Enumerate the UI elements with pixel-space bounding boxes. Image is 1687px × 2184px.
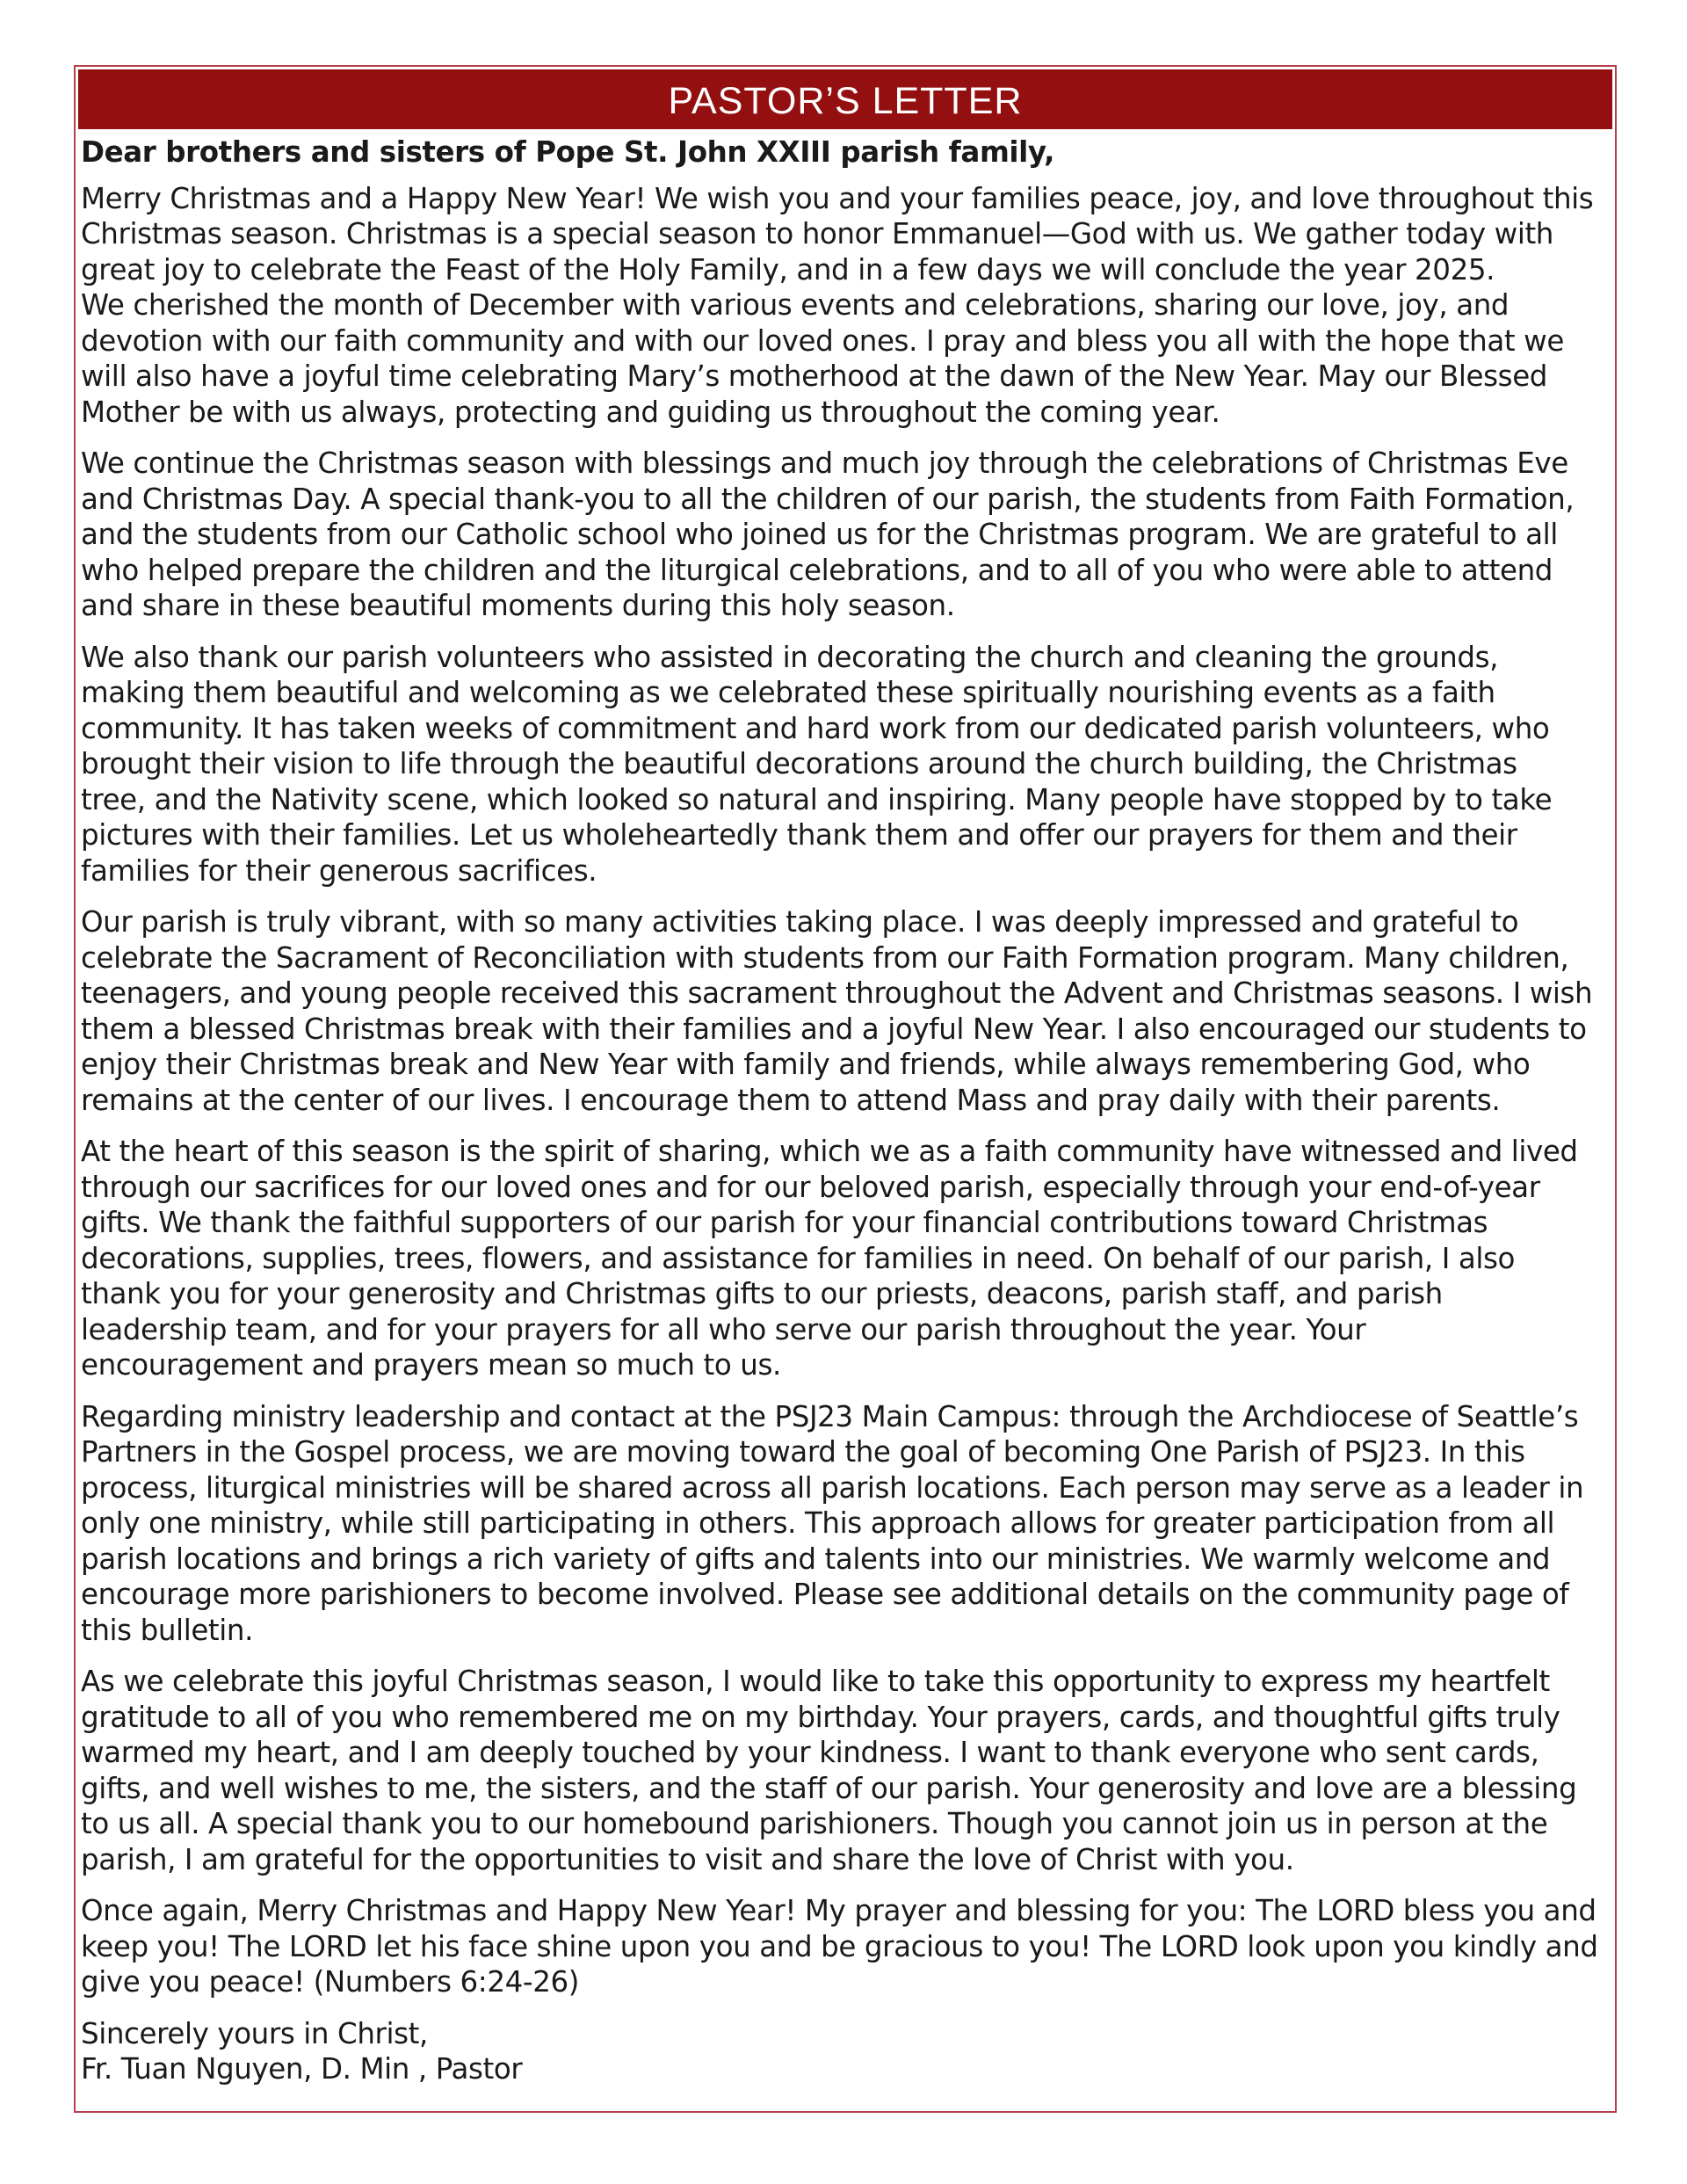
paragraph-line: them a blessed Christmas break with their families and a joyful New Year. I also encouraged our students to bbox=[81, 1012, 1587, 1046]
paragraph-line: pictures with their families. Let us wholeheartedly thank them and offer our prayers for them and their bbox=[81, 818, 1517, 852]
paragraph-5 bbox=[81, 1134, 1610, 1383]
closing-text: Sincerely yours in Christ, bbox=[81, 2016, 428, 2050]
paragraph-line: tree, and the Nativity scene, which looked so natural and inspiring. Many people have stopped by to take bbox=[81, 782, 1553, 816]
paragraph-line: We continue the Christmas season with blessings and much joy through the celebrations of Christmas Eve bbox=[81, 446, 1568, 480]
paragraph-line: remains at the center of our lives. I encourage them to attend Mass and pray daily with their parents. bbox=[81, 1083, 1501, 1117]
paragraph-line: and share in these beautiful moments during this holy season. bbox=[81, 589, 955, 622]
paragraph-line: community. It has taken weeks of commitment and hard work from our dedicated parish volunteers, who bbox=[81, 711, 1550, 745]
paragraph-line: only one ministry, while still participating in others. This approach allows for greater participation from all bbox=[81, 1506, 1555, 1540]
paragraph-line: encouragement and prayers mean so much to us. bbox=[81, 1348, 781, 1382]
paragraph-line: families for their generous sacrifices. bbox=[81, 853, 597, 888]
letter-closing bbox=[81, 2016, 1610, 2087]
paragraph-line: leadership team, and for your prayers for all who serve our parish throughout the year. Your bbox=[81, 1312, 1366, 1346]
paragraph-line: warmed my heart, and I am deeply touched by your kindness. I want to thank everyone who sent cards, bbox=[81, 1736, 1539, 1769]
paragraph-line: Partners in the Gospel process, we are moving toward the goal of becoming One Parish of PSJ23. In this bbox=[81, 1435, 1525, 1469]
paragraph-line: thank you for your generosity and Christmas gifts to our priests, deacons, parish staff, and parish bbox=[81, 1277, 1443, 1310]
paragraph-line: At the heart of this season is the spirit of sharing, which we as a faith community have witnessed and lived bbox=[81, 1135, 1578, 1168]
paragraph-2 bbox=[81, 446, 1610, 624]
paragraph-line: Once again, Merry Christmas and Happy New Year! My prayer and blessing for you: The LORD bless you and bbox=[81, 1894, 1596, 1927]
paragraph-line: making them beautiful and welcoming as we celebrated these spiritually nourishing events as a faith bbox=[81, 676, 1495, 709]
paragraph-line: encourage more parishioners to become involved. Please see additional details on the community page of bbox=[81, 1578, 1569, 1611]
letter-body bbox=[81, 134, 1610, 2087]
paragraph-line: this bulletin. bbox=[81, 1613, 254, 1647]
paragraph-line: teenagers, and young people received this sacrament throughout the Advent and Christmas seasons. I wish bbox=[81, 976, 1593, 1010]
paragraph-line: who helped prepare the children and the liturgical celebrations, and to all of you who were able to attend bbox=[81, 553, 1553, 587]
paragraph-3 bbox=[81, 640, 1610, 889]
paragraph-line: We also thank our parish volunteers who assisted in decorating the church and cleaning the grounds, bbox=[81, 640, 1499, 674]
letter-frame bbox=[74, 65, 1617, 2113]
paragraph-line: gifts, and well wishes to me, the sisters, and the staff of our parish. Your generosity and love are a blessing bbox=[81, 1771, 1577, 1805]
paragraph-line: Christmas season. Christmas is a special season to honor Emmanuel—God with us. We gather today with bbox=[81, 217, 1553, 250]
paragraph-line: keep you! The LORD let his face shine upon you and be gracious to you! The LORD look upon you kindly and bbox=[81, 1929, 1598, 1963]
signature-text: Fr. Tuan Nguyen, D. Min , Pastor bbox=[81, 2052, 523, 2086]
paragraph-line: We cherished the month of December with various events and celebrations, sharing our love, joy, and bbox=[81, 288, 1510, 322]
paragraph-line: will also have a joyful time celebrating Mary’s motherhood at the dawn of the New Year. May our Blessed bbox=[81, 359, 1548, 393]
paragraph-line: Mother be with us always, protecting and guiding us throughout the coming year. bbox=[81, 395, 1220, 429]
paragraph-line: and Christmas Day. A special thank-you to all the children of our parish, the students from Faith Formation, bbox=[81, 482, 1575, 516]
header-banner bbox=[78, 69, 1612, 129]
paragraph-line: gifts. We thank the faithful supporters of our parish for your financial contributions toward Christmas bbox=[81, 1206, 1488, 1239]
paragraph-line: devotion with our faith community and with our loved ones. I pray and bless you all with the hope that we bbox=[81, 323, 1564, 358]
paragraph-line: through our sacrifices for our loved ones and for our beloved parish, especially through your end-of-year bbox=[81, 1170, 1540, 1204]
paragraph-line: to us all. A special thank you to our homebound parishioners. Though you cannot join us in person at the bbox=[81, 1807, 1548, 1840]
paragraph-line: celebrate the Sacrament of Reconciliation with students from our Faith Formation program. Many children, bbox=[81, 940, 1569, 975]
paragraph-7 bbox=[81, 1664, 1610, 1877]
paragraph-8 bbox=[81, 1893, 1610, 2000]
paragraph-line: brought their vision to life through the beautiful decorations around the church building, the Christmas bbox=[81, 747, 1517, 780]
paragraph-line: and the students from our Catholic school who joined us for the Christmas program. We are grateful to all bbox=[81, 518, 1558, 551]
paragraph-line: Regarding ministry leadership and contact at the PSJ23 Main Campus: through the Archdiocese of Seattle’s bbox=[81, 1399, 1579, 1433]
paragraph-line: enjoy their Christmas break and New Year with family and friends, while always remembering God, who bbox=[81, 1048, 1531, 1081]
paragraph-line: give you peace! (Numbers 6:24-26) bbox=[81, 1965, 580, 1999]
paragraph-line: great joy to celebrate the Feast of the Holy Family, and in a few days we will conclude the year 2025. bbox=[81, 252, 1495, 287]
paragraph-4 bbox=[81, 904, 1610, 1118]
paragraph-line: gratitude to all of you who remembered me on my birthday. Your prayers, cards, and thoughtful gifts truly bbox=[81, 1700, 1560, 1734]
paragraph-6 bbox=[81, 1399, 1610, 1649]
paragraph-line: As we celebrate this joyful Christmas season, I would like to take this opportunity to express my heartfelt bbox=[81, 1665, 1550, 1698]
paragraph-line: process, liturgical ministries will be shared across all parish locations. Each person may serve as a leader in bbox=[81, 1470, 1584, 1505]
paragraph-line: Our parish is truly vibrant, with so many activities taking place. I was deeply impressed and grateful to bbox=[81, 905, 1519, 939]
letter-greeting: Dear brothers and sisters of Pope St. John XXIII parish family, bbox=[81, 135, 1055, 169]
paragraph-1 bbox=[81, 181, 1610, 431]
page-title: PASTOR’S LETTER bbox=[668, 79, 1023, 122]
paragraph-line: decorations, supplies, trees, flowers, and assistance for families in need. On behalf of our parish, I also bbox=[81, 1241, 1515, 1275]
paragraph-line: parish locations and brings a rich variety of gifts and talents into our ministries. We warmly welcome and bbox=[81, 1542, 1551, 1576]
paragraph-line: Merry Christmas and a Happy New Year! We wish you and your families peace, joy, and love throughout this bbox=[81, 181, 1594, 215]
paragraph-line: parish, I am grateful for the opportunities to visit and share the love of Christ with you. bbox=[81, 1842, 1294, 1876]
